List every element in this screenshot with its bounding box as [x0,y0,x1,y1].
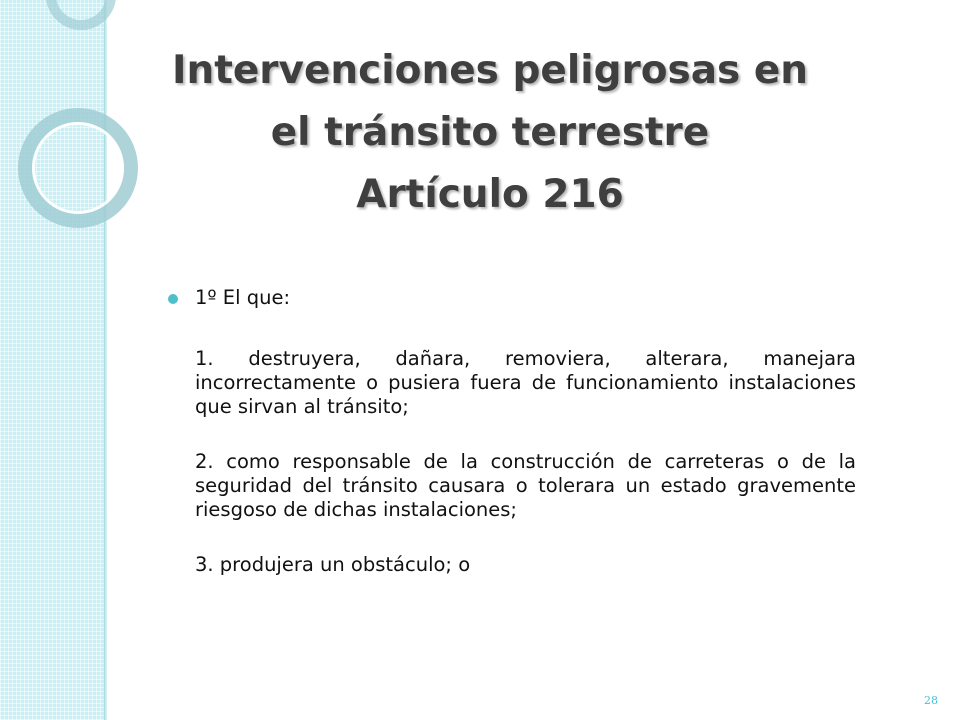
page-number: 28 [924,694,938,707]
slide-body [168,286,856,577]
title-line-3: Artículo 216 [356,172,624,217]
title-line-2: el tránsito terrestre [270,110,710,155]
bullet-item [168,286,856,310]
side-band-edge [104,0,107,720]
slide-title [110,40,870,226]
paragraph-item-2: 2. como responsable de la construcción de carreteras o de la seguridad del tránsito causara o tolerara un estado gravemente riesgoso de dichas instalaciones; [195,450,856,521]
bullet-text: 1º El que: [195,286,291,309]
bullet-dot-icon [168,294,178,304]
title-line-1: Intervenciones peligrosas en [171,48,809,93]
paragraph-item-1: 1. destruyera, dañara, removiera, alterara, manejara incorrectamente o pusiera fuera de funcionamiento instalaciones que sirvan al tránsito; [195,347,856,418]
paragraph-item-3: 3. produjera un obstáculo; o [195,553,471,576]
